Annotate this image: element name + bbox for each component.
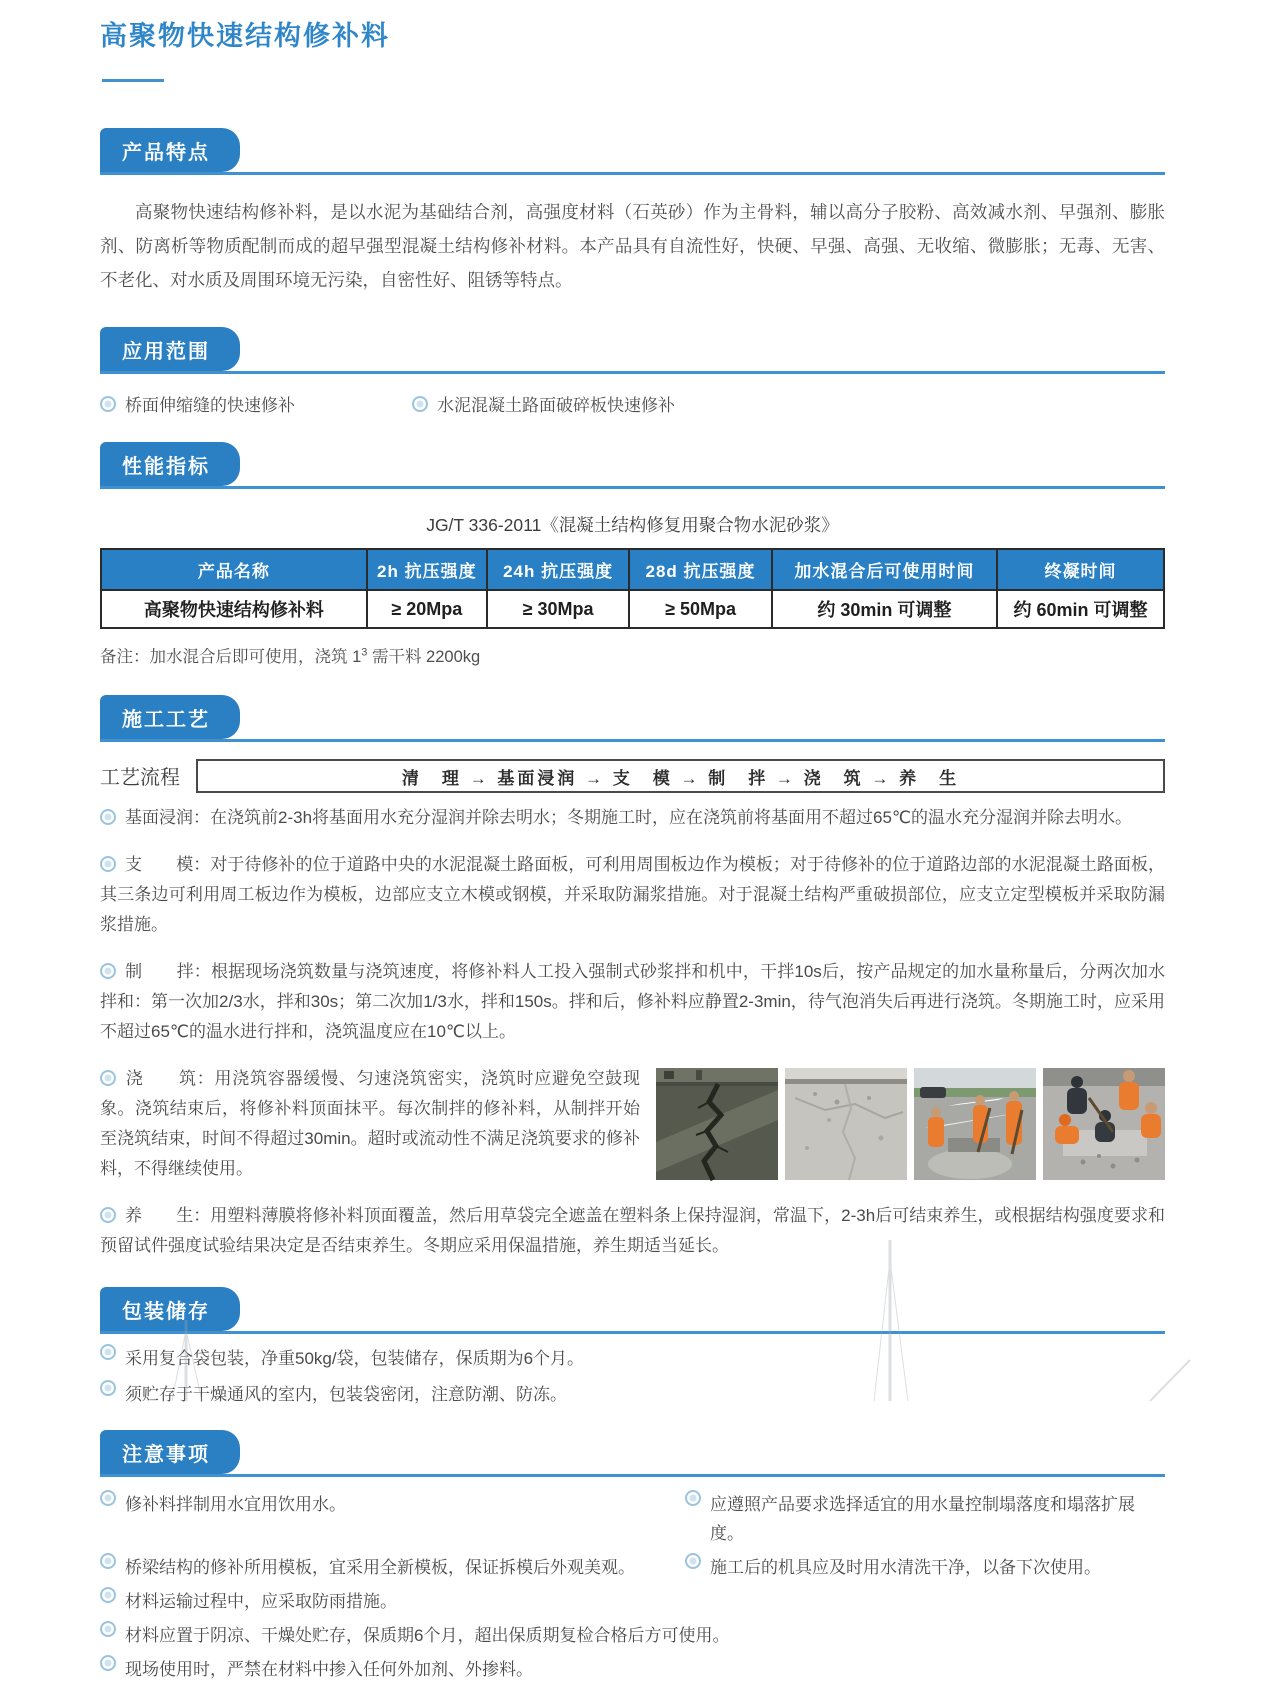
construction-step-text: 基面浸润：在浇筑前2-3h将基面用水充分湿润并除去明水；冬期施工时，应在浇筑前将基面用不超过65℃的温水充分湿润并除去明水。 [125, 808, 1133, 827]
page-title: 高聚物快速结构修补料 [100, 21, 390, 51]
application-item [100, 391, 412, 416]
process-flow-label: 工艺流程 [100, 767, 180, 789]
section-header-application [100, 327, 1165, 374]
section-badge-notices: 注意事项 [100, 1430, 240, 1474]
ring-bullet-icon [100, 1621, 116, 1637]
application-item-label: 水泥混凝土路面破碎板快速修补 [437, 396, 675, 415]
section-header-packaging [100, 1287, 1165, 1334]
photo-dark-cracked-pavement [656, 1068, 778, 1180]
table-header-cell: 产品名称 [101, 549, 367, 590]
notice-item [685, 1553, 1165, 1582]
table-header-cell: 24h 抗压强度 [487, 549, 629, 590]
table-note-superscript: 3 [361, 646, 368, 659]
table-cell: ≥ 20Mpa [367, 590, 487, 628]
construction-step-text: 支 模：对于待修补的位于道路中央的水泥混凝土路面板，可利用周围板边作为模板；对于待修补的位于道路边部的水泥混凝土路面板，其三条边可利用周工板边作为模板，边部应支立木模或钢模，并采取防漏浆措施。对于混凝土结构严重破损部位，应支立定型模板并采取防漏浆措施。 [100, 855, 1165, 934]
packaging-item-text: 须贮存于干燥通风的室内，包装袋密闭，注意防潮、防冻。 [125, 1385, 567, 1404]
construction-step [100, 1201, 1165, 1261]
section-badge-packaging: 包装储存 [100, 1287, 240, 1331]
table-header-row [101, 549, 1164, 590]
application-item [412, 391, 675, 416]
notice-item-text: 桥梁结构的修补所用模板，宜采用全新模板，保证拆模后外观美观。 [125, 1558, 635, 1577]
section-header-features [100, 128, 1165, 175]
section-badge-features: 产品特点 [100, 128, 240, 172]
construction-step [100, 1064, 1165, 1184]
application-item-label: 桥面伸缩缝的快速修补 [125, 396, 295, 415]
table-header-cell: 28d 抗压强度 [629, 549, 771, 590]
table-cell: 约 30min 可调整 [772, 590, 997, 628]
construction-photo-strip [656, 1068, 1165, 1180]
notice-item [685, 1490, 1165, 1548]
section-header-notices [100, 1430, 1165, 1477]
notice-item-text: 现场使用时，严禁在材料中掺入任何外加剂、外掺料。 [125, 1660, 533, 1679]
process-flow-box: 清 理 → 基面浸润 → 支 模 → 制 拌 → 浇 筑 → 养 生 [196, 759, 1165, 793]
table-note-text: 需干料 2200kg [367, 648, 481, 666]
section-header-performance [100, 442, 1165, 489]
section-badge-performance: 性能指标 [100, 442, 240, 486]
features-paragraph: 高聚物快速结构修补料，是以水泥为基础结合剂，高强度材料（石英砂）作为主骨料，辅以高分子胶粉、高效减水剂、早强剂、膨胀剂、防离析等物质配制而成的超早强型混凝土结构修补材料。本产品具有自流性好，快硬、早强、高强、无收缩、微膨胀；无毒、无害、不老化、对水质及周围环境无污染，自密性好、阻锈等特点。 [100, 202, 1165, 290]
table-note [100, 643, 1165, 667]
notice-item-text: 材料运输过程中，应采取防雨措施。 [125, 1592, 397, 1611]
section-badge-construction: 施工工艺 [100, 695, 240, 739]
photo-workers-finishing-repair-patch [1043, 1068, 1165, 1180]
photo-broken-concrete-slab [785, 1068, 907, 1180]
packaging-item [100, 1380, 1165, 1410]
ring-bullet-icon [685, 1553, 701, 1569]
packaging-item [100, 1344, 1165, 1374]
notice-item [100, 1587, 1165, 1616]
ring-bullet-icon [100, 1490, 116, 1506]
section-header-construction [100, 695, 1165, 742]
construction-step-text: 浇 筑：用浇筑容器缓慢、匀速浇筑密实，浇筑时应避免空鼓现象。浇筑结束后，将修补料顶面抹平。每次制拌的修补料，从制拌开始至浇筑结束，时间不得超过30min。超时或流动性不满足浇筑要求的修补料，不得继续使用。 [100, 1069, 640, 1178]
construction-step-text: 养 生：用塑料薄膜将修补料顶面覆盖，然后用草袋完全遮盖在塑料条上保持湿润，常温下，2-3h后可结束养生，或根据结构强度要求和预留试件强度试验结果决定是否结束养生。冬期应采用保温措施，养生期适当延长。 [100, 1206, 1165, 1255]
construction-step [100, 957, 1165, 1047]
table-cell: 高聚物快速结构修补料 [101, 590, 367, 628]
ring-bullet-icon [100, 963, 116, 979]
ring-bullet-icon [100, 1380, 116, 1396]
packaging-items [100, 1344, 1165, 1410]
watermark-cable-corner [1130, 1360, 1190, 1401]
ring-bullet-icon [100, 1655, 116, 1671]
construction-steps [100, 803, 1165, 1261]
application-items [100, 391, 1165, 416]
photo-workers-removing-damaged-concrete [914, 1068, 1036, 1180]
watermark-tower-left [170, 1320, 210, 1401]
table-cell: 约 60min 可调整 [997, 590, 1164, 628]
notice-item-text: 修补料拌制用水宜用饮用水。 [125, 1495, 346, 1514]
ring-bullet-icon [100, 396, 116, 412]
process-flow-row [100, 759, 1165, 793]
ring-bullet-icon [100, 1207, 116, 1223]
table-note-text: 备注：加水混合后即可使用，浇筑 1 [100, 648, 362, 666]
performance-table [100, 548, 1165, 629]
construction-step [100, 803, 1165, 833]
ring-bullet-icon [100, 1344, 116, 1360]
table-cell: ≥ 50Mpa [629, 590, 771, 628]
packaging-item-text: 采用复合袋包装，净重50kg/袋，包装储存，保质期为6个月。 [125, 1349, 585, 1368]
notice-item-text: 施工后的机具应及时用水清洗干净，以备下次使用。 [710, 1558, 1101, 1577]
notice-item [100, 1655, 1165, 1684]
construction-step [100, 850, 1165, 940]
ring-bullet-icon [100, 1553, 116, 1569]
section-badge-application: 应用范围 [100, 327, 240, 371]
ring-bullet-icon [100, 1587, 116, 1603]
table-cell: ≥ 30Mpa [487, 590, 629, 628]
notice-item [100, 1490, 685, 1548]
notice-item [100, 1553, 685, 1582]
notice-item-text: 材料应置于阴凉、干燥处贮存，保质期6个月，超出保质期复检合格后方可使用。 [125, 1626, 730, 1645]
ring-bullet-icon [685, 1490, 701, 1506]
ring-bullet-icon [412, 396, 428, 412]
title-underline [102, 79, 164, 82]
construction-step-text: 制 拌：根据现场浇筑数量与浇筑速度，将修补料人工投入强制式砂浆拌和机中，干拌10s后，按产品规定的加水量称量后，分两次加水拌和：第一次加2/3水，拌和30s；第二次加1/3水，拌和150s。拌和后，修补料应静置2-3min，待气泡消失后再进行浇筑。冬期施工时，应采用不超过65℃的温水进行拌和，浇筑温度应在10℃以上。 [100, 962, 1165, 1041]
table-row [101, 590, 1164, 628]
ring-bullet-icon [100, 809, 116, 825]
table-header-cell: 终凝时间 [997, 549, 1164, 590]
notices-grid [100, 1485, 1165, 1684]
ring-bullet-icon [100, 1070, 116, 1086]
table-header-cell: 2h 抗压强度 [367, 549, 487, 590]
ring-bullet-icon [100, 856, 116, 872]
standard-caption: JG/T 336-2011《混凝土结构修复用聚合物水泥砂浆》 [426, 515, 839, 535]
notice-item [100, 1621, 1165, 1650]
watermark-tower-right [872, 1240, 912, 1401]
table-header-cell: 加水混合后可使用时间 [772, 549, 997, 590]
notice-item-text: 应遵照产品要求选择适宜的用水量控制塌落度和塌落扩展度。 [710, 1495, 1135, 1543]
